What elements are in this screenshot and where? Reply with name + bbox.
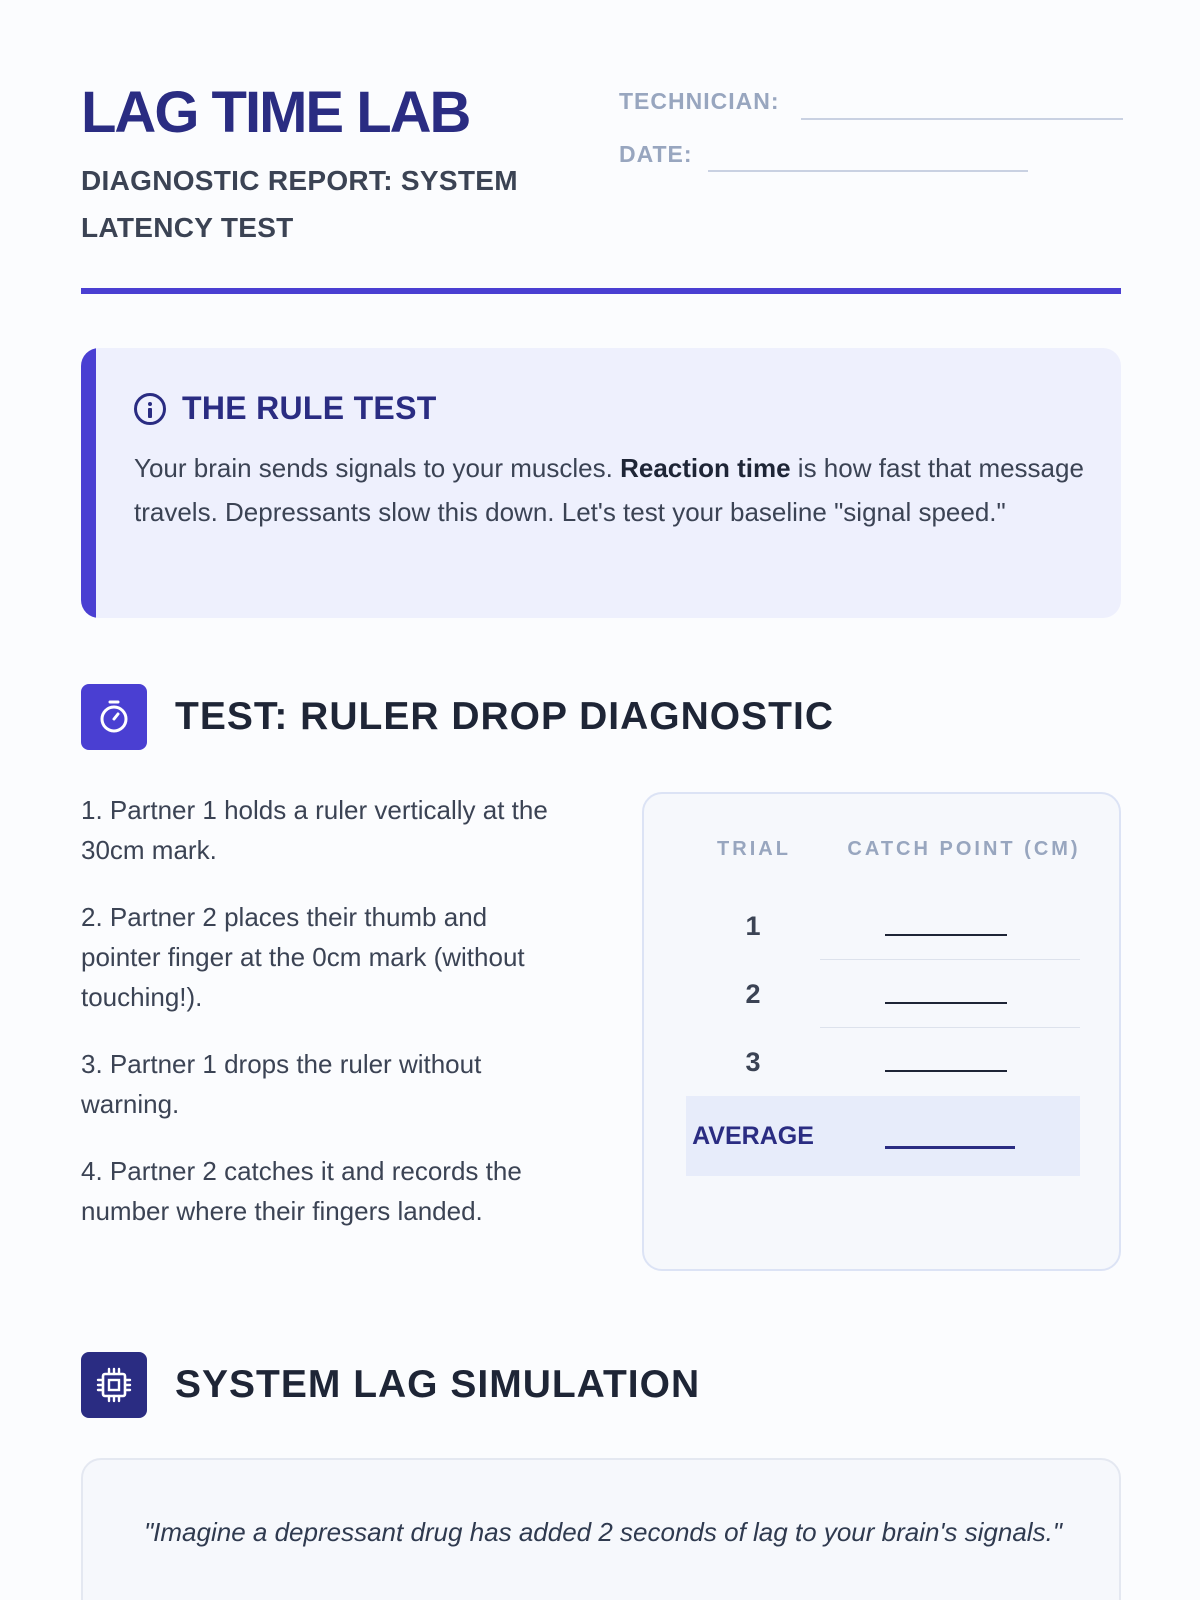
info-icon — [134, 393, 166, 425]
technician-label: TECHNICIAN: — [619, 88, 780, 114]
average-label: AVERAGE — [692, 1122, 814, 1150]
technician-blank-line[interactable] — [801, 118, 1123, 120]
trial-number: 2 — [745, 979, 761, 1009]
catch-point-blank[interactable] — [885, 934, 1007, 936]
average-row — [686, 1096, 1080, 1176]
date-label: DATE: — [619, 141, 693, 167]
trial-number: 3 — [745, 1047, 761, 1077]
callout-accent-bar — [81, 348, 96, 618]
step-item: 3. Partner 1 drops the ruler without warning. — [81, 1049, 482, 1119]
section-title-system-lag: SYSTEM LAG SIMULATION — [175, 1363, 701, 1406]
results-table-card — [642, 792, 1121, 1271]
catch-point-blank[interactable] — [885, 1002, 1007, 1004]
table-row — [686, 960, 1080, 1028]
callout-body-text-cont: is how fast that message travels. Depressants slow this down. Let's test your baseline "signal speed." — [134, 453, 1084, 527]
callout-body-emphasis: Reaction time — [620, 453, 791, 483]
simulation-card — [81, 1458, 1121, 1600]
callout-body-text: Your brain sends signals to your muscles. — [134, 453, 621, 483]
section-header-ruler-drop — [81, 684, 834, 750]
header-divider — [81, 288, 1121, 294]
catch-point-blank[interactable] — [885, 1070, 1007, 1072]
table-row — [686, 892, 1080, 960]
callout-title: THE RULE TEST — [182, 390, 437, 426]
info-callout — [81, 348, 1121, 618]
trial-number: 1 — [745, 911, 761, 941]
section-header-system-lag — [81, 1352, 700, 1418]
date-blank-line[interactable] — [708, 170, 1028, 172]
column-header-catch-point: CATCH POINT (CM) — [847, 838, 1081, 860]
instruction-steps — [81, 790, 551, 1258]
table-row — [686, 1028, 1080, 1096]
step-item: 1. Partner 1 holds a ruler vertically at the 30cm mark. — [81, 795, 548, 865]
page-subtitle: DIAGNOSTIC REPORT: SYSTEM LATENCY TEST — [81, 165, 518, 243]
stopwatch-icon — [81, 684, 147, 750]
callout-body — [134, 446, 1084, 534]
page-title: LAG TIME LAB — [81, 80, 470, 145]
average-blank[interactable] — [885, 1146, 1015, 1149]
column-header-trial: TRIAL — [717, 838, 791, 860]
callout-heading — [134, 390, 437, 427]
report-header — [81, 0, 1121, 296]
section-title-ruler-drop: TEST: RULER DROP DIAGNOSTIC — [175, 695, 834, 738]
simulation-quote: "Imagine a depressant drug has added 2 seconds of lag to your brain's signals." — [143, 1517, 1063, 1547]
step-item: 2. Partner 2 places their thumb and pointer finger at the 0cm mark (without touching!). — [81, 902, 525, 1012]
cpu-chip-icon — [81, 1352, 147, 1418]
step-item: 4. Partner 2 catches it and records the number where their fingers landed. — [81, 1156, 522, 1226]
